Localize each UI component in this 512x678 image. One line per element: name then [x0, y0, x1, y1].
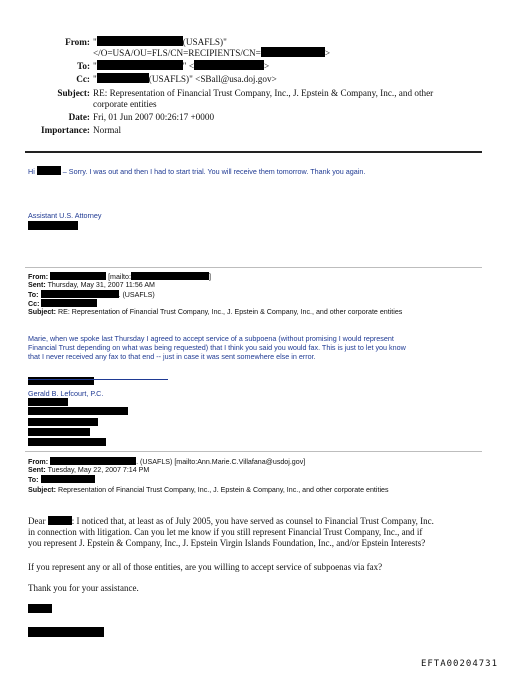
to-value — [93, 60, 269, 72]
reply-message — [28, 166, 365, 176]
cc-address: (USAFLS)" <SBall@usa.doj.gov> — [148, 74, 277, 84]
redaction-block — [28, 418, 98, 426]
fwd1-subject — [28, 308, 402, 317]
redaction-block — [28, 398, 68, 406]
signature-title: Assistant U.S. Attorney — [28, 211, 102, 220]
redaction-block — [41, 475, 95, 483]
redaction-block — [50, 272, 106, 280]
from-close: > — [324, 48, 331, 58]
fwd2-sent-value: Tuesday, May 22, 2007 7:14 PM — [47, 466, 150, 474]
fwd2-paragraph-3: Thank you for your assistance. — [28, 583, 139, 593]
reply-text: – Sorry. I was out and then I had to start trial. You will receive them tomorrow. Thank you again. — [60, 167, 366, 176]
redaction-block — [41, 290, 119, 298]
redaction-block — [28, 604, 52, 613]
cc-value — [93, 73, 277, 85]
fwd1-sent — [28, 281, 155, 290]
importance-label: Importance: — [41, 125, 90, 135]
from-x500: </O=USA/OU=FLS/CN=RECIPIENTS/CN= — [93, 48, 261, 58]
redaction-block — [41, 299, 97, 307]
redaction-block — [261, 47, 325, 57]
fwd2-para1-line-2: in connection with litigation. Can you let me know if you still represent Financial Trust Company, Inc., and if — [28, 527, 423, 538]
redaction-block — [50, 457, 136, 465]
subject-value-cont: corporate entities — [93, 99, 157, 109]
redaction-block — [97, 36, 183, 46]
fwd2-subject-value: Representation of Financial Trust Company, Inc., J. Epstein & Company, Inc., and other corporate entities — [57, 486, 389, 494]
redaction-block — [28, 428, 90, 436]
fwd2-subject — [28, 486, 389, 495]
fwd2-subject-label: Subject: — [28, 486, 56, 494]
redaction-block — [28, 407, 128, 415]
fwd2-sent-label: Sent: — [28, 466, 46, 474]
cc-label: Cc: — [76, 74, 90, 84]
fwd1-from-label: From: — [28, 273, 49, 281]
fwd1-subject-value: RE: Representation of Financial Trust Company, Inc., J. Epstein & Company, Inc., and other corporate entities — [57, 308, 403, 316]
importance-value: Normal — [93, 125, 122, 135]
fwd2-para1-a: : I noticed that, at least as of July 2005, you have served as counsel to Financial Trust Company, Inc. — [71, 516, 434, 526]
fwd1-body-line-1: Marie, when we spoke last Thursday I agreed to accept service of a subpoena (without promising I would represent — [28, 334, 394, 343]
fwd1-sent-label: Sent: — [28, 281, 46, 289]
fwd2-paragraph-2: If you represent any or all of those entities, are you willing to accept service of subpoenas via fax? — [28, 562, 383, 572]
from-org: (USAFLS)" — [182, 37, 227, 47]
fwd1-signature-name: Gerald B. Lefcourt, P.C. — [28, 389, 104, 398]
fwd2-para1-line-1 — [28, 516, 488, 527]
fwd1-mailto: [mailto: — [108, 273, 131, 281]
to-open: " < — [182, 61, 194, 71]
to-quote: " — [93, 61, 97, 71]
to-close: > — [264, 61, 270, 71]
from-label: From: — [65, 37, 90, 47]
fwd1-sent-value: Thursday, May 31, 2007 11:56 AM — [47, 281, 155, 289]
fwd1-mailto-close: ] — [208, 273, 211, 281]
header-divider — [25, 151, 482, 153]
signature-rule — [28, 379, 168, 380]
document-id: EFTA00204731 — [420, 659, 498, 669]
redaction-block — [37, 166, 61, 175]
fwd1-body-line-2: Financial Trust depending on what was being requested) that I think you said you would fax. This is just to let you know — [28, 343, 406, 352]
redaction-block — [28, 627, 104, 637]
from-address — [93, 47, 330, 59]
fwd1-cc-label: Cc: — [28, 300, 40, 308]
redaction-block — [97, 60, 183, 70]
forward-divider-2 — [25, 451, 482, 452]
fwd1-to-label: To: — [28, 291, 39, 299]
subject-value: RE: Representation of Financial Trust Company, Inc., J. Epstein & Company, Inc., and other — [93, 88, 434, 98]
reply-greeting: Hi — [28, 167, 35, 176]
forward-divider-1 — [25, 267, 482, 268]
fwd1-subject-label: Subject: — [28, 308, 56, 316]
redaction-block — [28, 221, 78, 230]
date-value: Fri, 01 Jun 2007 00:26:17 +0000 — [93, 112, 215, 122]
fwd2-sent — [28, 466, 149, 475]
redaction-block — [131, 272, 209, 280]
fwd2-from-label: From: — [28, 458, 49, 466]
fwd1-body-line-3: that I never received any fax to that end -- just in case it was sent somewhere else in error. — [28, 352, 316, 361]
fwd2-para1-line-3: you represent J. Epstein & Company, Inc., J. Epstein Virgin Islands Foundation, Inc., and/or Epstein Interests? — [28, 538, 426, 549]
cc-quote: " — [93, 74, 97, 84]
from-quote: " — [93, 37, 97, 47]
to-label: To: — [77, 61, 90, 71]
fwd2-dear: Dear — [28, 516, 46, 526]
fwd2-to-label: To: — [28, 476, 39, 484]
redaction-block — [28, 438, 106, 446]
subject-label: Subject: — [57, 88, 90, 98]
fwd1-to-value: . (USAFLS) — [118, 291, 155, 299]
date-label: Date: — [68, 112, 90, 122]
redaction-block — [194, 60, 264, 70]
redaction-block — [48, 516, 72, 525]
fwd2-from-value: . (USAFLS) [mailto:Ann.Marie.C.Villafana@usdoj.gov] — [136, 458, 306, 466]
redaction-block — [97, 73, 149, 83]
fwd2-to — [28, 475, 95, 485]
fwd2-paragraph-1 — [28, 516, 488, 550]
